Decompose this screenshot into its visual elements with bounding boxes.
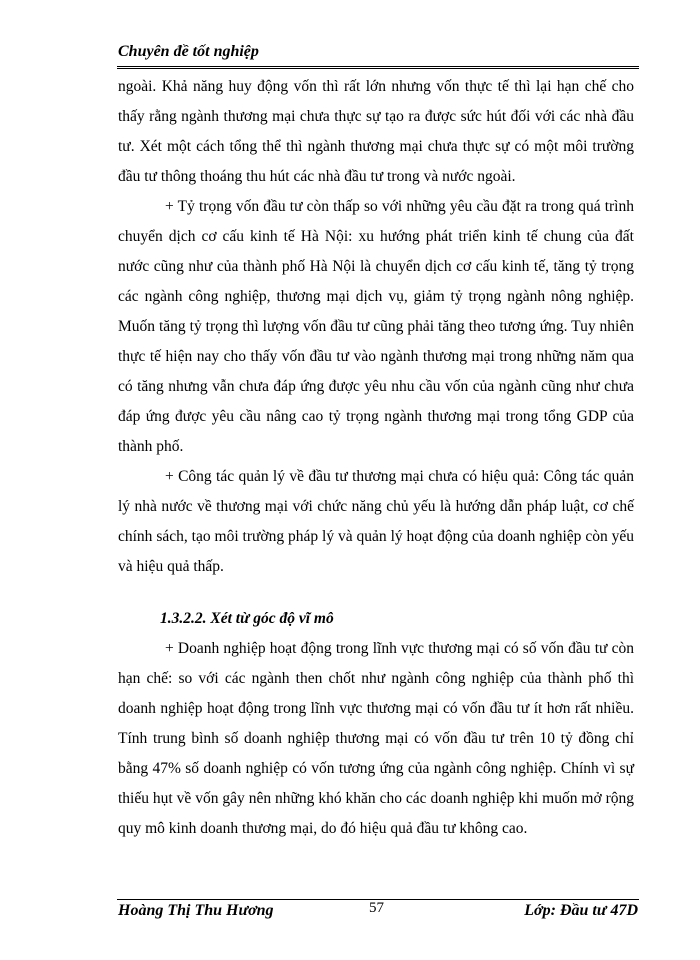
page-number: 57 (369, 900, 384, 916)
paragraph-enterprise-capital: + Doanh nghiệp hoạt động trong lĩnh vực thương mại có số vốn đầu tư còn hạn chế: so với các ngành then chốt như ngành công nghiệp của thành phố thì doanh nghiệp hoạt động trong lĩnh vực thương mại có vốn đầu tư ít hơn rất nhiều. Tính trung bình số doanh nghiệp thương mại có vốn đầu tư trên 10 tỷ đồng chỉ bằng 47% số doanh nghiệp có vốn tương ứng của ngành công nghiệp. Chính vì sự thiếu hụt về vốn gây nên những khó khăn cho các doanh nghiệp khi muốn mở rộng quy mô kinh doanh thương mại, do đó hiệu quả đầu tư không cao. (118, 640, 634, 837)
document-body (118, 72, 634, 844)
header-title: Chuyên đề tốt nghiệp (118, 43, 259, 60)
section-heading: 1.3.2.2. Xét từ góc độ vĩ mô (160, 610, 334, 627)
footer-author: Hoàng Thị Thu Hương (118, 902, 274, 919)
paragraph-investment-ratio: + Tỷ trọng vốn đầu tư còn thấp so với những yêu cầu đặt ra trong quá trình chuyển dịch cơ cấu kinh tế Hà Nội: xu hướng phát triển kinh tế chung của đất nước cũng như của thành phố Hà Nội là chuyển dịch cơ cấu kinh tế, tăng tỷ trọng các ngành công nghiệp, thương mại dịch vụ, giảm tỷ trọng ngành nông nghiệp. Muốn tăng tỷ trọng thì lượng vốn đầu tư cũng phải tăng theo tương ứng. Tuy nhiên thực tế hiện nay cho thấy vốn đầu tư vào ngành thương mại trong những năm qua có tăng nhưng vẫn chưa đáp ứng được yêu nhu cầu vốn của ngành cũng như chưa đáp ứng được yêu cầu nâng cao tỷ trọng ngành thương mại trong tổng GDP của thành phố. (118, 198, 634, 455)
paragraph-management: + Công tác quản lý về đầu tư thương mại chưa có hiệu quả: Công tác quản lý nhà nước về thương mại với chức năng chủ yếu là hướng dẫn pháp luật, cơ chế chính sách, tạo môi trường pháp lý và quản lý hoạt động của doanh nghiệp còn yếu và hiệu quả thấp. (118, 468, 634, 575)
header-rule (117, 66, 639, 69)
paragraph-continuation: ngoài. Khả năng huy động vốn thì rất lớn nhưng vốn thực tế thì lại hạn chế cho thấy rằng ngành thương mại chưa thực sự tạo ra được sức hút đối với các nhà đầu tư. Xét một cách tổng thể thì ngành thương mại chưa thực sự có một môi trường đầu tư thông thoáng thu hút các nhà đầu tư trong và nước ngoài. (118, 78, 634, 185)
footer-class-label: Lớp: Đầu tư 47D (524, 902, 638, 919)
